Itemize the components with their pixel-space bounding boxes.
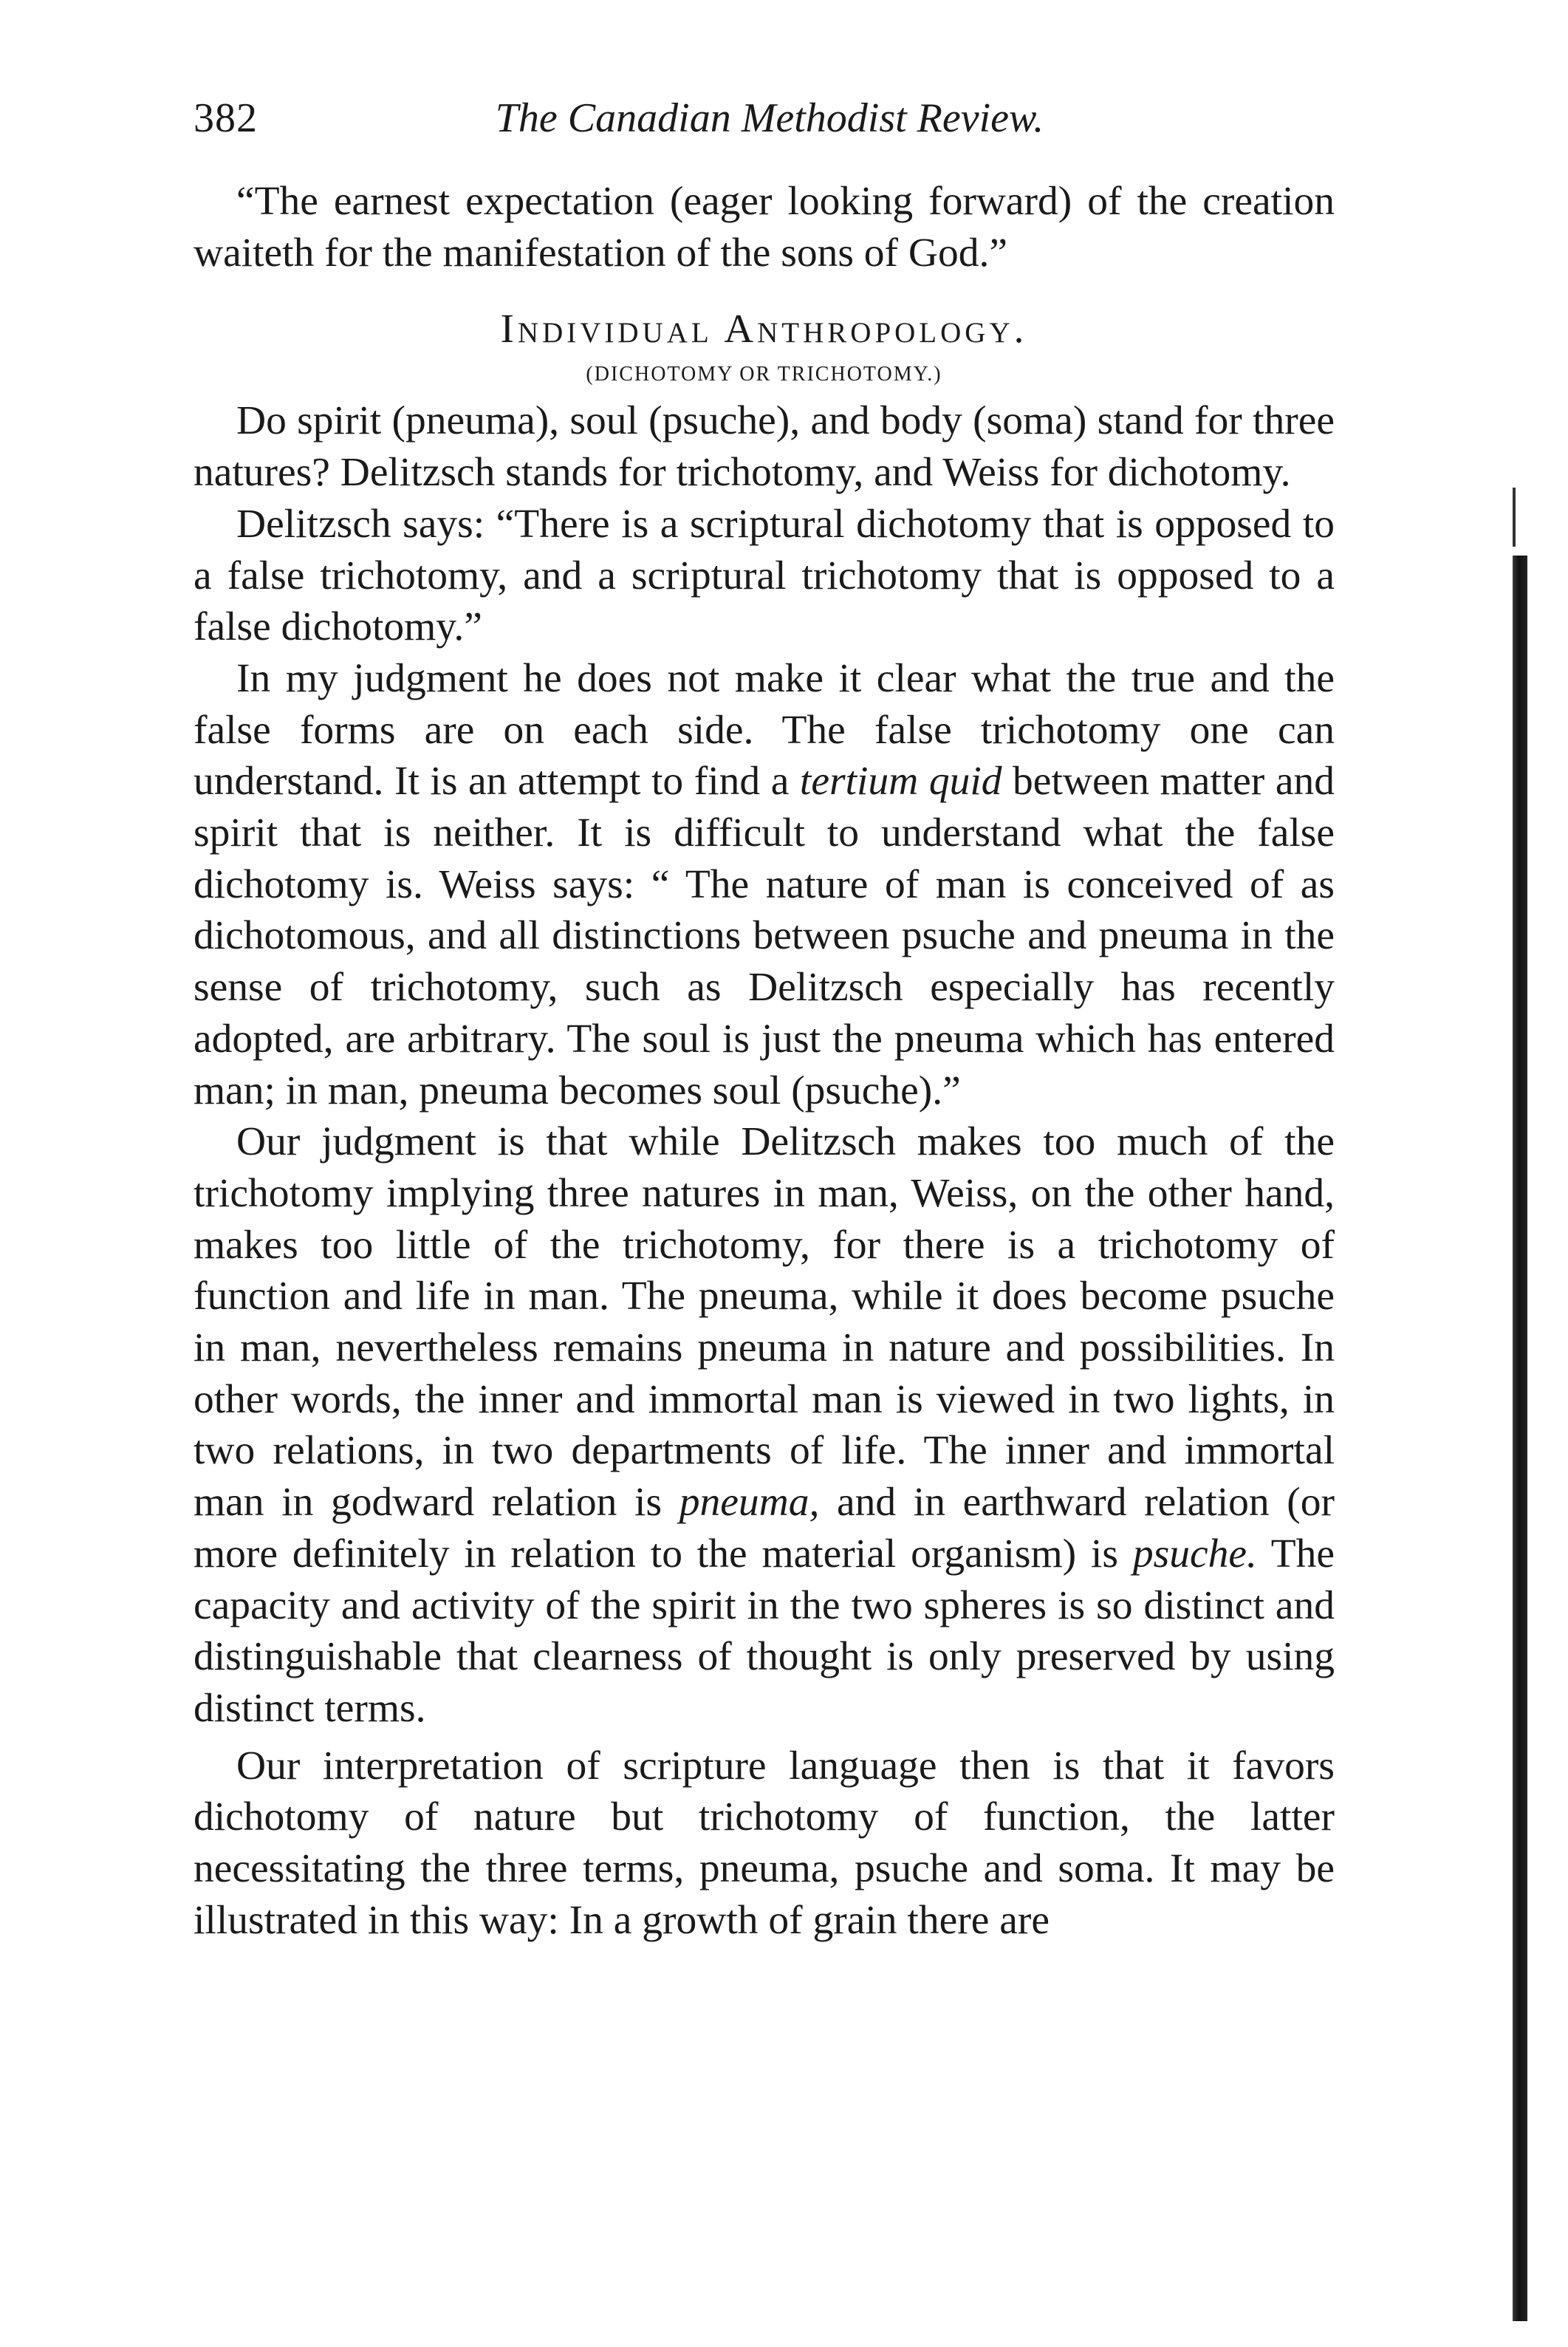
page-header — [194, 95, 1331, 146]
scan-edge-mark — [1513, 488, 1516, 547]
paragraph: Do spirit (pneuma), soul (psuche), and body (soma) stand for three natures? Delitzsch stands for trichotomy, and Weiss for dichotomy. — [194, 398, 1335, 496]
running-title: The Canadian Methodist Review. — [495, 95, 1044, 141]
section-heading: Individual Anthropology. — [500, 306, 1028, 352]
paragraph-text: In my judgment he does not make it clear what the true and the false forms are on each side. The false trichotomy one can understand. It is an attempt to find a — [194, 655, 1335, 804]
paragraph: Delitzsch says: “There is a scriptural dichotomy that is opposed to a false trichotomy, and a scriptural trichotomy that is opposed to a false dichotomy.” — [194, 501, 1335, 650]
section-subheading: (DICHOTOMY OR TRICHOTOMY.) — [586, 363, 942, 386]
paragraph: Our interpretation of scripture language then is that it favors dichotomy of nature but trichotomy of function, the latter necessitating the three terms, pneuma, psuche and soma. It may be illustrated in this way: In a growth of grain there are — [194, 1743, 1335, 1943]
italic-term: tertium quid — [799, 759, 1002, 804]
page-number: 382 — [194, 95, 258, 141]
quote-paragraph: “The earnest expectation (eager looking forward) of the creation waiteth for the manifestation of the sons of God.” — [194, 179, 1335, 276]
paragraph-text: and in earthward relation (or more definitely in relation to the material organism) is — [194, 1480, 1335, 1576]
paragraph-text: between matter and spirit that is neither. It is difficult to understand what the false dichotomy is. Weiss says: “ The nature of man is conceived of as dichotomous, and all distinctions between psuche and pneuma in the sense of trichotomy, such as Delitzsch especially has recently adopted, are arbitrary. The soul is just the pneuma which has entered man; in man, pneuma becomes soul (psuche).” — [194, 759, 1335, 1113]
italic-term: pneuma, — [679, 1480, 820, 1526]
page-body — [194, 176, 1335, 1947]
italic-term: psuche. — [1132, 1531, 1257, 1576]
paragraph — [194, 653, 1335, 1116]
paragraph-text: The capacity and activity of the spirit in the two spheres is so distinct and distinguishable that clearness of thought is only preserved by using distinct terms. — [194, 1531, 1335, 1731]
scan-edge-shadow — [1513, 556, 1527, 2321]
paragraph-text: Our judgment is that while Delitzsch makes too much of the trichotomy implying three natures in man, Weiss, on the other hand, makes too little of the trichotomy, for there is a trichotomy of function and life in man. The pneuma, while it does become psuche in man, nevertheless remains pneuma in nature and possibilities. In other words, the inner and immortal man is viewed in two lights, in two relations, in two departments of life. The inner and immortal man in godward relation is — [194, 1119, 1335, 1526]
paragraph — [194, 1116, 1335, 1734]
